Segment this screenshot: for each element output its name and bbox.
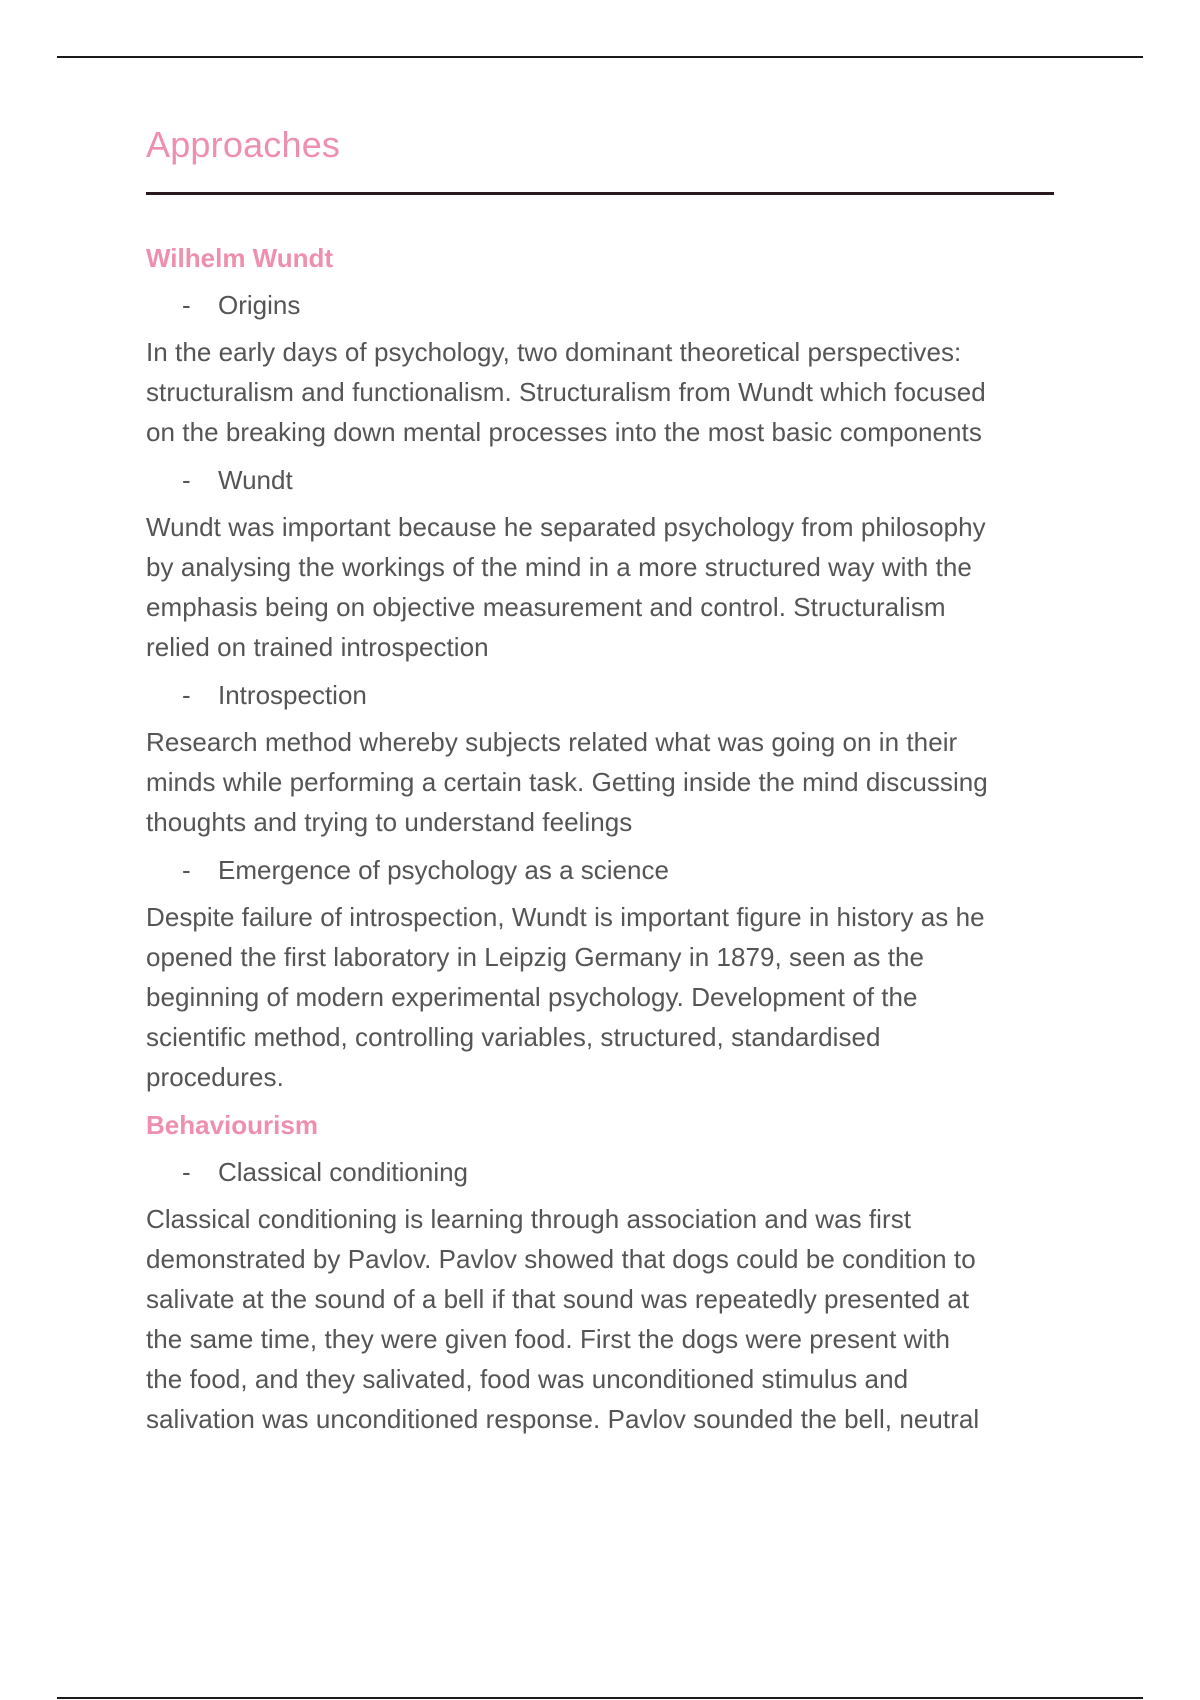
paragraph-line: the same time, they were given food. First the dogs were present with bbox=[146, 1324, 951, 1354]
paragraph-origins bbox=[146, 332, 1056, 452]
paragraph-line: emphasis being on objective measurement and control. Structuralism bbox=[146, 592, 946, 622]
paragraph-line: thoughts and trying to understand feelings bbox=[146, 807, 633, 837]
paragraph-line: on the breaking down mental processes into the most basic components bbox=[146, 417, 982, 447]
paragraph-emergence bbox=[146, 897, 1056, 1097]
paragraph-line: demonstrated by Pavlov. Pavlov showed that dogs could be condition to bbox=[146, 1244, 976, 1274]
paragraph-line: relied on trained introspection bbox=[146, 632, 489, 662]
bullet-marker: - bbox=[182, 290, 191, 320]
bullet-classical-conditioning bbox=[146, 1152, 1056, 1192]
paragraph-line: minds while performing a certain task. Getting inside the mind discussing bbox=[146, 767, 988, 797]
paragraph-introspection bbox=[146, 722, 1056, 842]
bullet-marker: - bbox=[182, 1157, 191, 1187]
paragraph-wundt bbox=[146, 507, 1056, 667]
bullet-introspection bbox=[146, 675, 1056, 715]
paragraph-line: In the early days of psychology, two dominant theoretical perspectives: bbox=[146, 337, 962, 367]
bullet-label: Emergence of psychology as a science bbox=[218, 855, 669, 885]
document-title: Approaches bbox=[146, 124, 341, 165]
bullet-label: Wundt bbox=[218, 465, 293, 495]
bullet-label: Classical conditioning bbox=[218, 1157, 469, 1187]
paragraph-line: structuralism and functionalism. Structuralism from Wundt which focused bbox=[146, 377, 986, 407]
paragraph-line: the food, and they salivated, food was unconditioned stimulus and bbox=[146, 1364, 909, 1394]
section-heading-behaviourism: Behaviourism bbox=[146, 1110, 318, 1140]
paragraph-line: procedures. bbox=[146, 1062, 284, 1092]
bullet-emergence bbox=[146, 850, 1056, 890]
paragraph-line: opened the first laboratory in Leipzig Germany in 1879, seen as the bbox=[146, 942, 925, 972]
paragraph-line: by analysing the workings of the mind in a more structured way with the bbox=[146, 552, 972, 582]
paragraph-line: salivate at the sound of a bell if that sound was repeatedly presented at bbox=[146, 1284, 970, 1314]
section-heading-wilhelm-wundt: Wilhelm Wundt bbox=[146, 243, 334, 273]
paragraph-line: Research method whereby subjects related what was going on in their bbox=[146, 727, 958, 757]
title-divider bbox=[146, 192, 1054, 195]
bullet-label: Introspection bbox=[218, 680, 367, 710]
page-top-rule bbox=[57, 56, 1143, 58]
paragraph-classical-conditioning bbox=[146, 1199, 1056, 1439]
paragraph-line: salivation was unconditioned response. Pavlov sounded the bell, neutral bbox=[146, 1404, 980, 1434]
bullet-marker: - bbox=[182, 855, 191, 885]
page-bottom-rule bbox=[57, 1697, 1143, 1699]
bullet-marker: - bbox=[182, 465, 191, 495]
bullet-wundt bbox=[146, 460, 1056, 500]
bullet-label: Origins bbox=[218, 290, 301, 320]
paragraph-line: Despite failure of introspection, Wundt is important figure in history as he bbox=[146, 902, 985, 932]
paragraph-line: scientific method, controlling variables, structured, standardised bbox=[146, 1022, 881, 1052]
paragraph-line: Classical conditioning is learning through association and was first bbox=[146, 1204, 912, 1234]
bullet-marker: - bbox=[182, 680, 191, 710]
paragraph-line: Wundt was important because he separated psychology from philosophy bbox=[146, 512, 986, 542]
document-page bbox=[146, 120, 1056, 1447]
paragraph-line: beginning of modern experimental psychology. Development of the bbox=[146, 982, 918, 1012]
bullet-origins bbox=[146, 285, 1056, 325]
